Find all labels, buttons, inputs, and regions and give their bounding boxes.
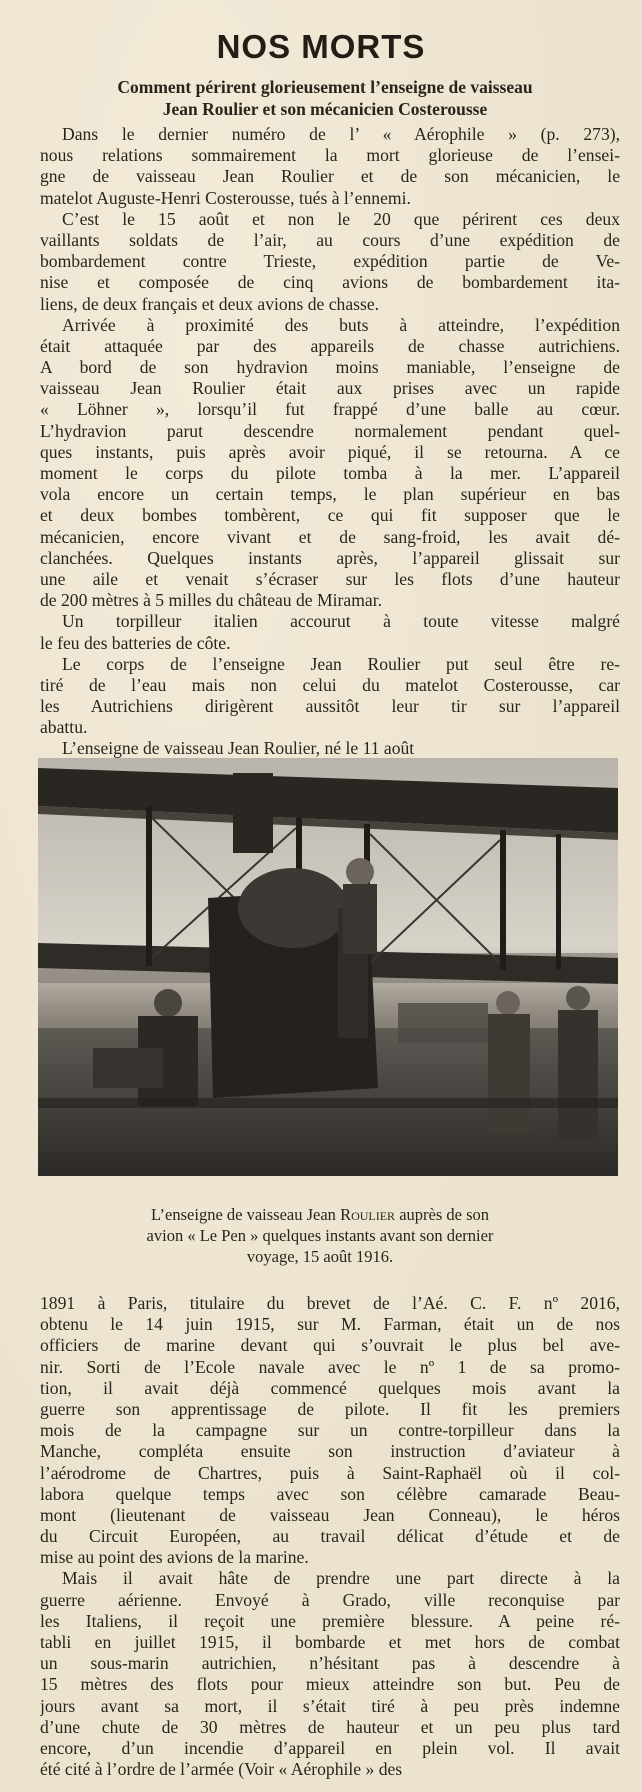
text-line: abattu.: [40, 717, 88, 738]
article-body-top: [40, 124, 620, 760]
text-line: été cité à l’ordre de l’armée (Voir « Aérophile » des: [40, 1759, 403, 1780]
article-title: NOS MORTS: [216, 28, 426, 65]
text-line: tabli en juillet 1915, il bombarde et met hors de combat: [40, 1632, 620, 1652]
text-line: le feu des batteries de côte.: [40, 632, 231, 653]
text-line: Dans le dernier numéro de l’ « Aérophile » (p. 273),: [62, 124, 620, 144]
text-line: Manche, compléta ensuite son instruction d’aviateur à: [40, 1441, 620, 1462]
text-line: un sous-marin autrichien, n’hésitant pas à descendre à: [40, 1653, 620, 1674]
text-line: vaillants soldats de l’air, au cours d’une expédition de: [40, 229, 620, 250]
text-line: l’aérodrome de Chartres, puis à Saint-Raphaël où il col-: [40, 1462, 620, 1483]
text-line: « Löhner », lorsqu’il fut frappé d’une balle au cœur.: [40, 399, 620, 420]
text-line: et deux bombes tombèrent, ce qui fit supposer que le: [40, 505, 620, 526]
text-line: vaisseau Jean Roulier était aux prises avec un rapide: [40, 378, 620, 399]
text-line: Arrivée à proximité des buts à atteindre, l’expédition: [62, 314, 620, 335]
text-line: guerre aérienne. Envoyé à Grado, ville reconquise par: [40, 1589, 620, 1610]
subtitle-line-1: Comment périrent glorieusement l’enseigne de vaisseau: [117, 77, 533, 97]
text-line: clanchées. Quelques instants après, l’appareil glissait sur: [40, 547, 620, 568]
text-line: matelot Auguste-Henri Costerousse, tués à l’ennemi.: [40, 187, 411, 208]
article-body-bottom: [40, 1293, 620, 1780]
text-line: tiré de l’eau mais non celui du matelot Costerousse, car: [40, 674, 620, 695]
text-line: du Circuit Européen, au travail délicat d’étude et de: [40, 1526, 620, 1547]
text-line: nir. Sorti de l’Ecole navale avec le nº 1 de sa promo-: [40, 1356, 620, 1377]
text-line: labora quelque temps avec son célèbre camarade Beau-: [40, 1483, 620, 1504]
text-line: guerre son apprentissage de pilote. Il fit les premiers: [40, 1398, 620, 1419]
text-line: liens, de deux français et deux avions de chasse.: [40, 293, 380, 314]
text-line: 1891 à Paris, titulaire du brevet de l’Aé. C. F. nº 2016,: [40, 1293, 620, 1313]
caption-name: Roulier: [340, 1205, 396, 1224]
text-line: jours avant sa mort, il s’était tiré à peu près indemne: [40, 1695, 620, 1716]
airplane-photo: [38, 758, 618, 1176]
text-line: Un torpilleur italien accourut à toute vitesse malgré: [62, 611, 620, 632]
text-line: bombardement contre Trieste, expédition partie de Ve-: [40, 251, 620, 272]
subtitle-line-2: Jean Roulier et son mécanicien Costerousse: [162, 99, 488, 119]
text-line: une aile et venait s’écraser sur les flots d’une hauteur: [40, 568, 620, 589]
photo-caption: [60, 1204, 580, 1267]
text-line: mécanicien, encore vivant et de sang-froid, les avait dé-: [40, 526, 620, 547]
text-line: obtenu le 14 juin 1915, sur M. Farman, était un de nos: [40, 1314, 620, 1335]
text-line: L’enseigne de vaisseau Jean Roulier, né le 11 août: [62, 738, 415, 759]
text-line: mise au point des avions de la marine.: [40, 1547, 309, 1568]
text-line: mont (lieutenant de vaisseau Jean Conneau), le héros: [40, 1504, 620, 1525]
article-subtitle: [30, 76, 620, 120]
text-line: les Autrichiens dirigèrent aussitôt leur tir sur l’appareil: [40, 696, 620, 717]
text-line: A bord de son hydravion moins maniable, l’enseigne de: [40, 357, 620, 378]
text-line: C’est le 15 août et non le 20 que périrent ces deux: [62, 208, 620, 229]
text-line: tion, il avait déjà commencé quelques mois avant la: [40, 1377, 620, 1398]
airplane-photo-illustration: [38, 758, 618, 1176]
text-line: encore, d’un incendie d’appareil en plein vol. Il avait: [40, 1737, 620, 1758]
text-line: L’hydravion parut descendre normalement pendant quel-: [40, 420, 620, 441]
text-line: ques instants, puis après avoir piqué, il se retourna. A ce: [40, 441, 620, 462]
text-line: mois de la campagne sur un contre-torpilleur dans la: [40, 1420, 620, 1441]
text-line: officiers de marine devant qui s’ouvrait le plus bel ave-: [40, 1335, 620, 1356]
text-line: était attaquée par des appareils de chasse autrichiens.: [40, 335, 620, 356]
text-line: de 200 mètres à 5 milles du château de Miramar.: [40, 590, 382, 611]
caption-part-1: L’enseigne de vaisseau Jean: [150, 1205, 336, 1224]
text-line: d’une chute de 30 mètres de hauteur et un peu plus tard: [40, 1716, 620, 1737]
text-line: vola encore un certain temps, le plan supérieur en bas: [40, 484, 620, 505]
text-line: 15 mètres des flots pour mieux atteindre son but. Peu de: [40, 1674, 620, 1695]
caption-part-2: auprès de son: [399, 1205, 489, 1224]
text-line: Mais il avait hâte de prendre une part directe à la: [62, 1568, 620, 1589]
text-line: les Italiens, il reçoit une première blessure. A peine ré-: [40, 1610, 620, 1631]
text-line: Le corps de l’enseigne Jean Roulier put seul être re-: [62, 653, 620, 674]
caption-line-3: voyage, 15 août 1916.: [246, 1247, 394, 1266]
text-line: moment le corps du pilote tomba à la mer. L’appareil: [40, 463, 620, 483]
text-line: gne de vaisseau Jean Roulier et de son mécanicien, le: [40, 166, 620, 187]
text-line: nise et composée de cinq avions de bombardement ita-: [40, 272, 620, 293]
caption-line-2: avion « Le Pen » quelques instants avant son dernier: [146, 1226, 494, 1245]
text-line: nous relations sommairement la mort glorieuse de l’ensei-: [40, 145, 620, 166]
caption-line-1: [60, 1204, 580, 1225]
